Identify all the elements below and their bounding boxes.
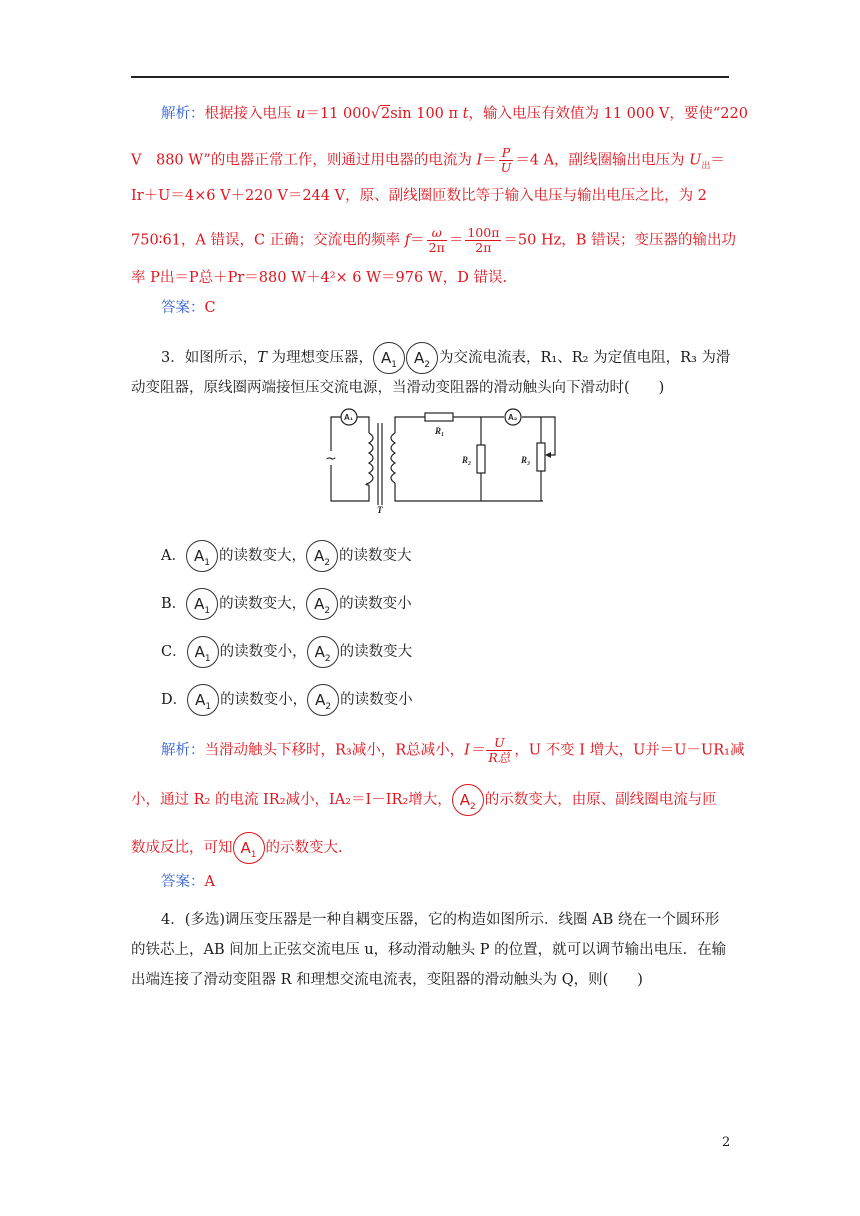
option-a[interactable] bbox=[161, 540, 411, 572]
text: U bbox=[689, 152, 702, 169]
ammeter-a2-text: A₂ bbox=[508, 413, 518, 422]
solution2-line4 bbox=[131, 226, 736, 255]
text: 当滑动触头下移时，R₃减小，R总减小， bbox=[204, 742, 465, 759]
q3-stem-line2: 动变阻器，原线圈两端接恒压交流电源，当滑动变阻器的滑动触头向下滑动时( ) bbox=[131, 380, 665, 396]
text: ＝ bbox=[448, 232, 464, 249]
ammeter-a2-icon bbox=[307, 636, 339, 668]
denominator: 2π bbox=[428, 240, 445, 255]
fraction bbox=[465, 226, 501, 255]
text: ＝4 A，副线圈输出电压为 bbox=[515, 152, 690, 169]
text: ＝50 Hz，B 错误；变压器的输出功 bbox=[503, 232, 737, 249]
text: 3．如图所示， bbox=[161, 350, 258, 366]
text: 小，通过 R₂ 的电流 IR₂减小，IA₂＝I－IR₂增大， bbox=[131, 792, 452, 808]
numerator: U bbox=[486, 736, 512, 751]
text: ，输入电压有效值为 11 000 V，要使“220 bbox=[468, 106, 748, 122]
denominator: U bbox=[500, 160, 512, 175]
label-r3: R₃ bbox=[521, 455, 531, 465]
q3-stem-line1 bbox=[161, 342, 730, 374]
fraction bbox=[486, 736, 512, 765]
ammeter-a2-icon bbox=[307, 684, 339, 716]
text: 根据接入电压 bbox=[204, 106, 297, 122]
text: t bbox=[462, 106, 469, 122]
primary-coil bbox=[366, 433, 373, 485]
meter-sub: 2 bbox=[324, 654, 331, 664]
solution2-line3: Ir＋U＝4×6 V＋220 V＝244 V，原、副线圈匝数比等于输入电压与输出电压之比，为 2 bbox=[131, 188, 707, 204]
option-text: 的读数变小 bbox=[340, 692, 413, 708]
q4-line3: 出端连接了滑动变阻器 R 和理想交流电流表，变阻器的滑动触头为 Q，则( ) bbox=[131, 972, 643, 988]
text: 750∶61，A 错误，C 正确；交流电的频率 bbox=[131, 232, 405, 249]
ammeter-a1-icon bbox=[186, 540, 218, 572]
meter-letter: A bbox=[194, 595, 205, 613]
transformer-circuit-diagram bbox=[323, 405, 563, 513]
meter-letter: A bbox=[195, 691, 206, 709]
numerator: P bbox=[499, 146, 514, 161]
ammeter-a2-icon bbox=[452, 784, 484, 816]
option-text: 的读数变小， bbox=[219, 644, 307, 660]
primary-wire-top bbox=[358, 417, 369, 433]
text: ＝ bbox=[482, 152, 497, 169]
label-r1: R₁ bbox=[435, 426, 445, 436]
text: 的示数变大. bbox=[265, 840, 343, 856]
solution-label: 解析： bbox=[161, 742, 205, 759]
meter-sub: 2 bbox=[325, 702, 332, 712]
answer-value: C bbox=[204, 300, 216, 316]
option-letter: D． bbox=[161, 692, 188, 708]
text: f bbox=[404, 232, 411, 249]
ammeter-a1-icon bbox=[187, 636, 219, 668]
label-t: T bbox=[377, 505, 383, 513]
text: ，U 不变 I 增大，U并＝U－UR₁减 bbox=[514, 742, 745, 759]
page-number: 2 bbox=[722, 1135, 731, 1150]
resistor-r2 bbox=[477, 445, 485, 473]
option-text: 的读数变小， bbox=[220, 692, 308, 708]
ammeter-a2-icon bbox=[306, 540, 338, 572]
option-b[interactable] bbox=[161, 588, 412, 620]
answer2 bbox=[161, 298, 216, 318]
meter-sub: 2 bbox=[324, 606, 331, 616]
solution3-line2 bbox=[131, 784, 717, 816]
resistor-r1 bbox=[425, 413, 453, 421]
numerator: ω bbox=[427, 226, 447, 241]
meter-sub: 2 bbox=[324, 558, 330, 568]
option-d[interactable] bbox=[161, 684, 413, 716]
header-rule bbox=[131, 76, 729, 78]
ac-source-icon: ~ bbox=[325, 451, 337, 467]
slider-arrow-icon bbox=[545, 452, 551, 458]
meter-letter: A bbox=[240, 839, 251, 857]
sqrt-value: 2 bbox=[380, 106, 391, 122]
option-letter: C． bbox=[161, 644, 187, 660]
answer-label: 答案： bbox=[161, 300, 205, 316]
ammeter-a2-icon bbox=[306, 588, 338, 620]
text: I bbox=[476, 152, 483, 169]
text: u bbox=[296, 106, 306, 122]
q4-line1: 4．(多选)调压变压器是一种自耦变压器，它的构造如图所示．线圈 AB 绕在一个圆环形 bbox=[161, 912, 720, 928]
meter-letter: A bbox=[194, 643, 205, 661]
answer-label: 答案： bbox=[161, 874, 205, 890]
solution-label: 解析： bbox=[161, 106, 205, 122]
ammeter-a1-icon bbox=[186, 588, 218, 620]
ammeter-a1-icon bbox=[187, 684, 219, 716]
meter-sub: 1 bbox=[391, 360, 398, 370]
option-text: 的读数变大 bbox=[338, 548, 412, 564]
text: ＝ bbox=[710, 152, 725, 169]
solution3-line3 bbox=[131, 832, 343, 864]
meter-letter: A bbox=[414, 349, 425, 367]
answer-value: A bbox=[204, 874, 215, 890]
text: ＝11 000 bbox=[305, 106, 371, 122]
secondary-top-wire bbox=[395, 417, 425, 433]
numerator: 100π bbox=[467, 225, 500, 240]
label-r2: R₂ bbox=[462, 455, 472, 465]
meter-sub: 1 bbox=[250, 850, 257, 860]
meter-sub: 2 bbox=[469, 802, 476, 812]
solution2-line5: 率 P出＝P总＋Pr＝880 W＋4²× 6 W＝976 W，D 错误. bbox=[131, 270, 508, 286]
text: V 880 W”的电器正常工作，则通过用电器的电流为 bbox=[131, 152, 477, 169]
solution2-line2 bbox=[131, 146, 725, 175]
meter-letter: A bbox=[314, 643, 325, 661]
denominator: R总 bbox=[488, 750, 511, 765]
option-c[interactable] bbox=[161, 636, 412, 668]
option-letter: B． bbox=[161, 596, 187, 612]
resistor-r3 bbox=[537, 443, 545, 471]
meter-letter: A bbox=[193, 547, 205, 565]
denominator: 2π bbox=[475, 240, 492, 255]
option-letter: A． bbox=[161, 548, 186, 564]
solution2-line1: 解析：根据接入电压 u＝11 000√2sin 100 π t，输入电压有效值为 11 000 V，要使“220 bbox=[161, 106, 748, 122]
fraction bbox=[427, 226, 447, 255]
meter-sub: 1 bbox=[205, 702, 212, 712]
text: I＝ bbox=[464, 742, 485, 759]
text: 数成反比，可知 bbox=[131, 840, 233, 856]
option-text: 的读数变大， bbox=[219, 596, 307, 612]
meter-sub: 1 bbox=[204, 606, 211, 616]
text: 的示数变大，由原、副线圈电流与匝 bbox=[484, 792, 717, 808]
text: T bbox=[257, 350, 267, 366]
meter-sub: 1 bbox=[204, 654, 211, 664]
text: 为理想变压器， bbox=[266, 350, 374, 366]
meter-letter: A bbox=[314, 595, 325, 613]
ammeter-a2-icon bbox=[406, 342, 438, 374]
ammeter-a1-text: A₁ bbox=[344, 413, 354, 422]
ammeter-a1-icon bbox=[233, 832, 265, 864]
option-text: 的读数变大， bbox=[218, 548, 306, 564]
bottom-wire bbox=[395, 483, 543, 501]
meter-sub: 2 bbox=[424, 360, 431, 370]
ammeter-a1-icon bbox=[373, 342, 405, 374]
meter-letter: A bbox=[381, 349, 392, 367]
slider-wire bbox=[547, 417, 555, 455]
q4-line2: 的铁芯上，AB 间加上正弦交流电压 u，移动滑动触头 P 的位置，就可以调节输出电压．在输 bbox=[131, 942, 727, 958]
solution3-line1 bbox=[161, 736, 744, 765]
subscript: 出 bbox=[701, 161, 711, 172]
text: 为交流电流表，R₁、R₂ 为定值电阻，R₃ 为滑 bbox=[439, 350, 731, 366]
option-text: 的读数变大 bbox=[339, 644, 413, 660]
text: sin 100 π bbox=[390, 106, 463, 122]
meter-letter: A bbox=[315, 691, 326, 709]
meter-letter: A bbox=[313, 547, 325, 565]
text: ＝ bbox=[410, 232, 425, 249]
meter-letter: A bbox=[459, 791, 470, 809]
meter-sub: 1 bbox=[204, 558, 210, 568]
secondary-coil bbox=[391, 433, 395, 483]
fraction bbox=[499, 146, 514, 175]
answer3 bbox=[161, 872, 215, 892]
option-text: 的读数变小 bbox=[339, 596, 412, 612]
